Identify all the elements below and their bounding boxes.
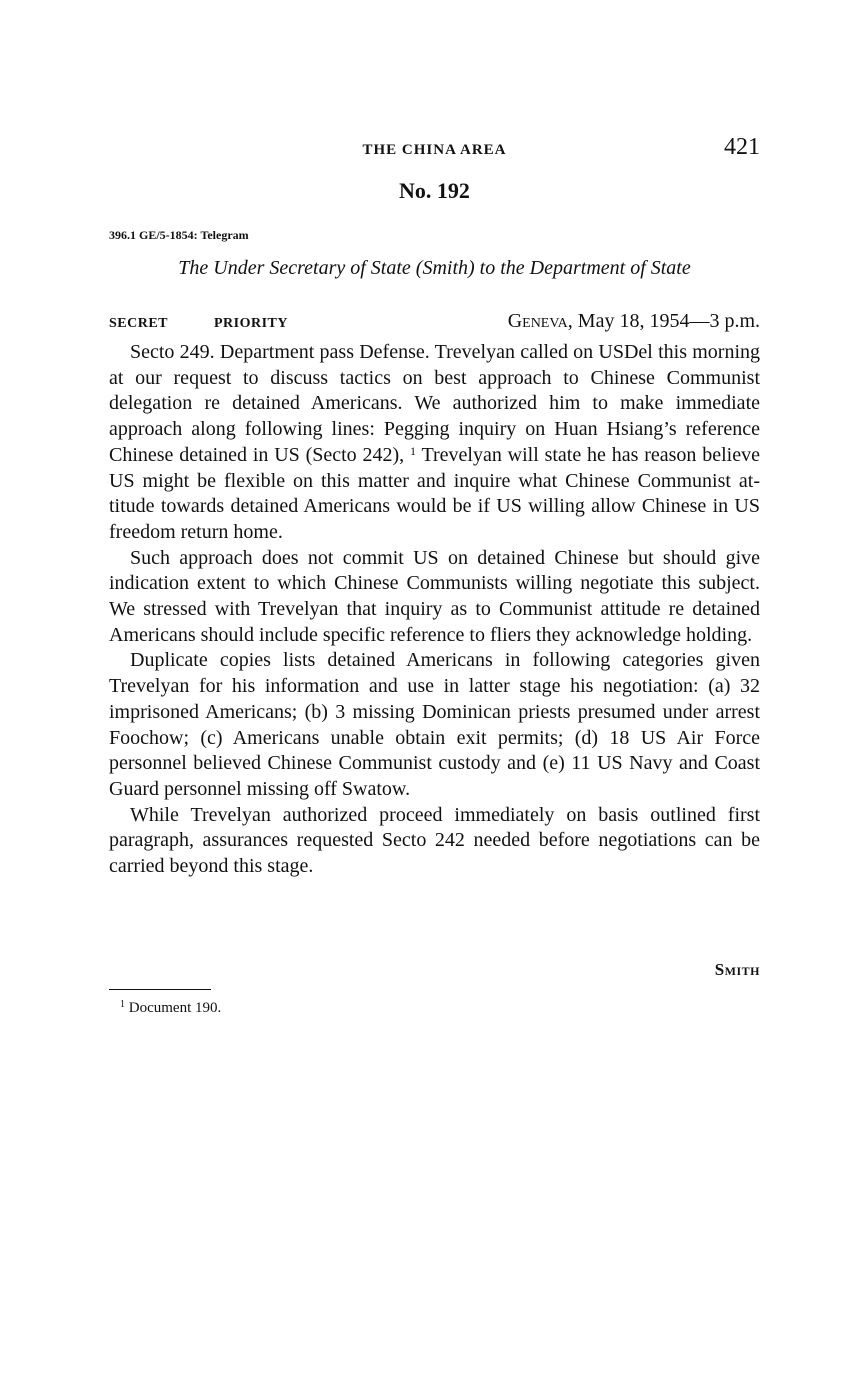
page-header [109, 134, 760, 170]
paragraph-1 [109, 340, 760, 546]
classification-label: SECRET [109, 316, 169, 331]
dateline [109, 310, 760, 336]
paragraph-3: Duplicate copies lists detained Americans in following categories given Trevelyan for his information and use in latter stage his negotiation: (a) 32 imprisoned Americans; (b) 3 missing Dominican priests presumed under arrest Foochow; (c) Americans unable obtain exit permits; (d) 18 US Air Force personnel believed Chinese Communist custody and (e) 11 US Navy and Coast Guard personnel missing off Swatow. [109, 649, 760, 800]
paragraph-2: Such approach does not commit US on detained Chinese but should give indication extent to which Chinese Communists willing negotiate this subject. We stressed with Trevelyan that inquiry as to Communist attitude re detained Americans should include specific reference to fliers they acknowledge holding. [109, 546, 760, 646]
paragraph-1-text-a: Secto 249. Department pass Defense. Trevelyan called on USDel this morning at our request to discuss tactics on best approach to Chinese Communist delegation re detained Americans. We authorized him to make immediate approach along following lines: Pegging inquiry on Huan Hsiang’s reference Chinese detained in US (Secto 242), [109, 341, 760, 466]
paragraph-1-text-b: Trevelyan will state he has reason believe US might be flexible on this matter and inquire what Chinese Communist attitude towards detained Americans would be if US willing allow Chinese in US freedom return home. [109, 443, 760, 543]
document-number: No. 192 [399, 178, 470, 203]
footnote-mark: 1 [120, 999, 125, 1010]
place-name: Geneva [507, 310, 568, 332]
place-date [508, 310, 760, 333]
running-head: THE CHINA AREA [362, 142, 507, 158]
paragraph-4: While Trevelyan authorized proceed immediately on basis outlined first paragraph, assurances requested Secto 242 needed before negotiations can be carried beyond this stage. [109, 803, 760, 878]
page-number: 421 [724, 134, 760, 160]
file-reference: 396.1 GE/5-1854: Telegram [109, 228, 249, 242]
date-time: , May 18, 1954—3 p.m. [567, 310, 760, 332]
footnote-divider [109, 989, 211, 990]
precedence-label: PRIORITY [214, 316, 289, 331]
document-title: The Under Secretary of State (Smith) to the Department of State [178, 257, 691, 279]
footnote-reference: 1 [410, 443, 416, 458]
footnote [120, 1000, 221, 1017]
signature: Smith [714, 960, 760, 979]
footnote-text: Document 190. [128, 1000, 222, 1016]
telegram-body [109, 340, 760, 880]
